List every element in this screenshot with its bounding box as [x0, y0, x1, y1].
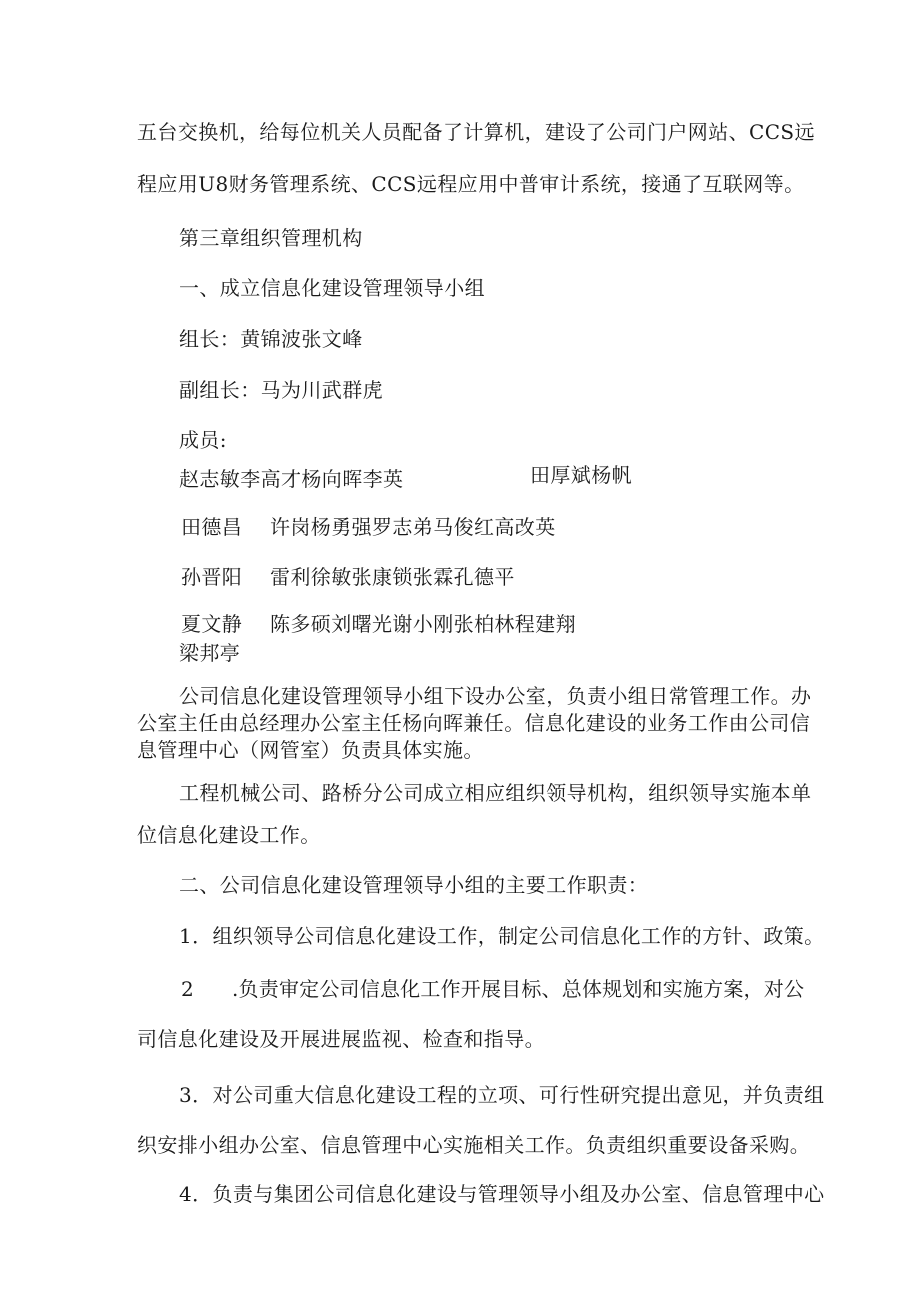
duty-1: 1．组织领导公司信息化建设工作，制定公司信息化工作的方针、政策。 [179, 924, 825, 948]
duty-4-line-1: 4．负责与集团公司信息化建设与管理领导小组及办公室、信息管理中心 [179, 1182, 825, 1206]
members-row3-b: 雷利徐敏张康锁张霖孔德平 [270, 565, 515, 589]
intro-line-2: 程应用U8财务管理系统、CCS远程应用中普审计系统，接通了互联网等。 [137, 172, 805, 196]
duty-3-line-2: 织安排小组办公室、信息管理中心实施相关工作。负责组织重要设备采购。 [137, 1133, 811, 1157]
duty-2-line-2: 司信息化建设及开展进展监视、检查和指导。 [137, 1027, 545, 1051]
branch-para-line-2: 位信息化建设工作。 [137, 823, 321, 847]
members-label: 成员: [179, 428, 227, 452]
members-row4-b: 陈多硕刘曙光谢小刚张柏林程建翔 [270, 612, 576, 636]
members-row5: 梁邦亭 [179, 641, 241, 665]
intro-line-1: 五台交换机，给每位机关人员配备了计算机，建设了公司门户网站、CCS远 [137, 120, 815, 144]
members-row2-b: 许岗杨勇强罗志弟马俊红高改英 [270, 515, 556, 539]
duty-2-number: 2 [181, 977, 195, 1001]
office-para-line-3: 息管理中心（网管室）负责具体实施。 [137, 738, 484, 762]
members-row1-a: 赵志敏李高才杨向晖李英 [179, 467, 404, 491]
section1-title: 一、成立信息化建设管理领导小组 [179, 276, 485, 300]
members-row1-b: 田厚斌杨帆 [530, 463, 632, 487]
leader-line: 组长：黄锦波张文峰 [179, 327, 363, 351]
branch-para-line-1: 工程机械公司、路桥分公司成立相应组织领导机构，组织领导实施本单 [179, 781, 812, 805]
chapter-title: 第三章组织管理机构 [179, 226, 363, 250]
members-row4-a: 夏文静 [181, 612, 243, 636]
deputy-leader-line: 副组长：马为川武群虎 [179, 378, 383, 402]
duty-2-line-1: .负责审定公司信息化工作开展目标、总体规划和实施方案，对公 [232, 977, 805, 1001]
members-row3-a: 孙晋阳 [181, 565, 243, 589]
duty-3-line-1: 3．对公司重大信息化建设工程的立项、可行性研究提出意见，并负责组 [179, 1083, 825, 1107]
members-row2-a: 田德昌 [181, 515, 243, 539]
section2-title: 二、公司信息化建设管理领导小组的主要工作职责： [179, 873, 649, 897]
office-para-line-1: 公司信息化建设管理领导小组下设办公室，负责小组日常管理工作。办 [179, 684, 812, 708]
office-para-line-2: 公室主任由总经理办公室主任杨向晖兼任。信息化建设的业务工作由公司信 [137, 711, 811, 735]
